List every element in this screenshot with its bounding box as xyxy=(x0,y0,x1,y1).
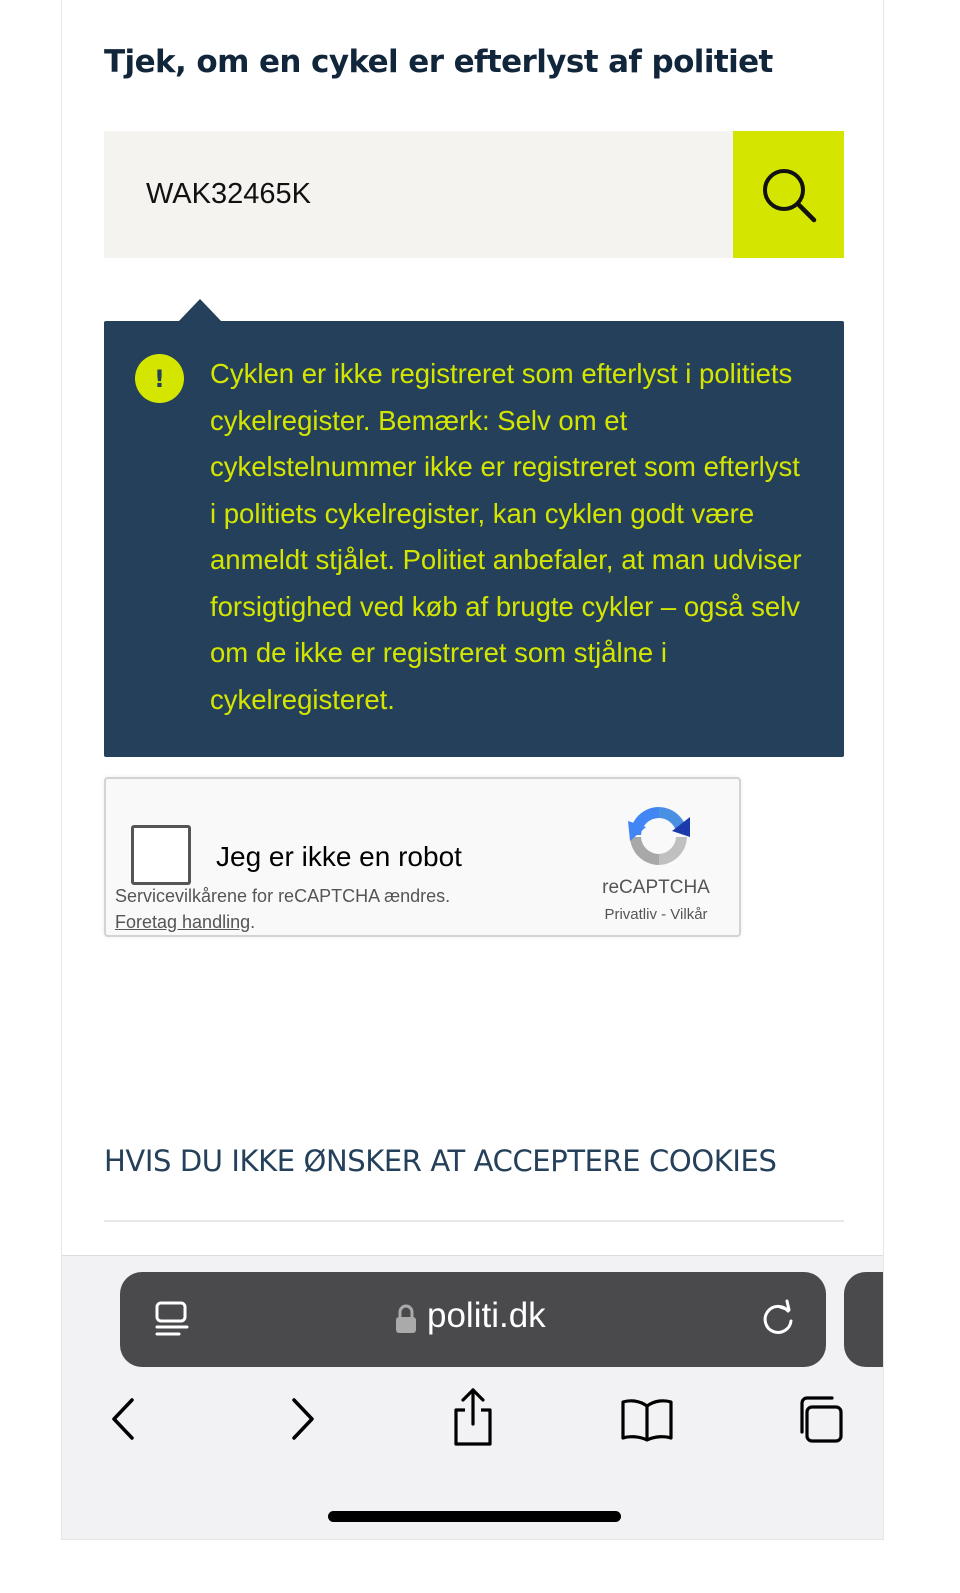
page-menu-icon[interactable] xyxy=(154,1300,190,1340)
cookies-section-heading[interactable]: HVIS DU IKKE ØNSKER AT ACCEPTERE COOKIES xyxy=(104,1144,777,1178)
recaptcha-logo-icon xyxy=(624,801,694,871)
recaptcha-terms-link[interactable]: Vilkår xyxy=(670,906,708,923)
bookmarks-icon[interactable] xyxy=(619,1396,675,1442)
forward-icon[interactable] xyxy=(284,1394,320,1444)
url-text: politi.dk xyxy=(427,1296,546,1335)
result-message-box xyxy=(104,321,844,757)
recaptcha-links-separator: - xyxy=(656,906,671,923)
recaptcha-action-row xyxy=(115,909,450,935)
recaptcha-notice xyxy=(115,883,450,935)
recaptcha-widget xyxy=(104,777,741,937)
share-icon[interactable] xyxy=(450,1386,496,1448)
lock-icon xyxy=(395,1303,417,1335)
page-title: Tjek, om en cykel er efterlyst af politiet xyxy=(104,44,773,80)
home-indicator[interactable] xyxy=(328,1511,621,1522)
recaptcha-label: Jeg er ikke en robot xyxy=(216,841,462,872)
section-divider xyxy=(104,1220,844,1222)
exclamation-icon: ! xyxy=(135,354,184,403)
back-icon[interactable] xyxy=(106,1394,142,1444)
recaptcha-links xyxy=(576,906,736,923)
result-message: Cyklen er ikke registreret som efterlyst i politiets cykelregister. Bemærk: Selv om et cykelstelnummer ikke er registreret som efterlyst i politiets cykelregister, kan cyklen godt være anmeldt stjålet. Politiet anbefaler, at man udviser forsigtighed ved køb af brugte cykler – også selv om de ikke er registreret som stjålne i cykelregisteret. xyxy=(210,358,802,715)
recaptcha-privacy-link[interactable]: Privatliv xyxy=(604,906,657,923)
recaptcha-brand: reCAPTCHA xyxy=(602,877,710,898)
recaptcha-action-link[interactable]: Foretag handling xyxy=(115,912,251,932)
next-tab-peek[interactable] xyxy=(844,1272,884,1367)
reload-icon[interactable] xyxy=(758,1299,798,1339)
search-button[interactable] xyxy=(733,131,844,258)
page-viewport xyxy=(61,0,884,1540)
result-pointer xyxy=(178,299,222,322)
tabs-icon[interactable] xyxy=(794,1394,846,1446)
recaptcha-notice-text: Servicevilkårene for reCAPTCHA ændres. xyxy=(115,886,451,906)
browser-toolbar xyxy=(62,1255,884,1540)
address-bar[interactable] xyxy=(120,1272,826,1367)
frame-number-input[interactable] xyxy=(104,131,734,258)
recaptcha-checkbox[interactable] xyxy=(131,825,191,885)
search-icon xyxy=(759,165,819,225)
recaptcha-action-suffix: . xyxy=(250,912,256,932)
